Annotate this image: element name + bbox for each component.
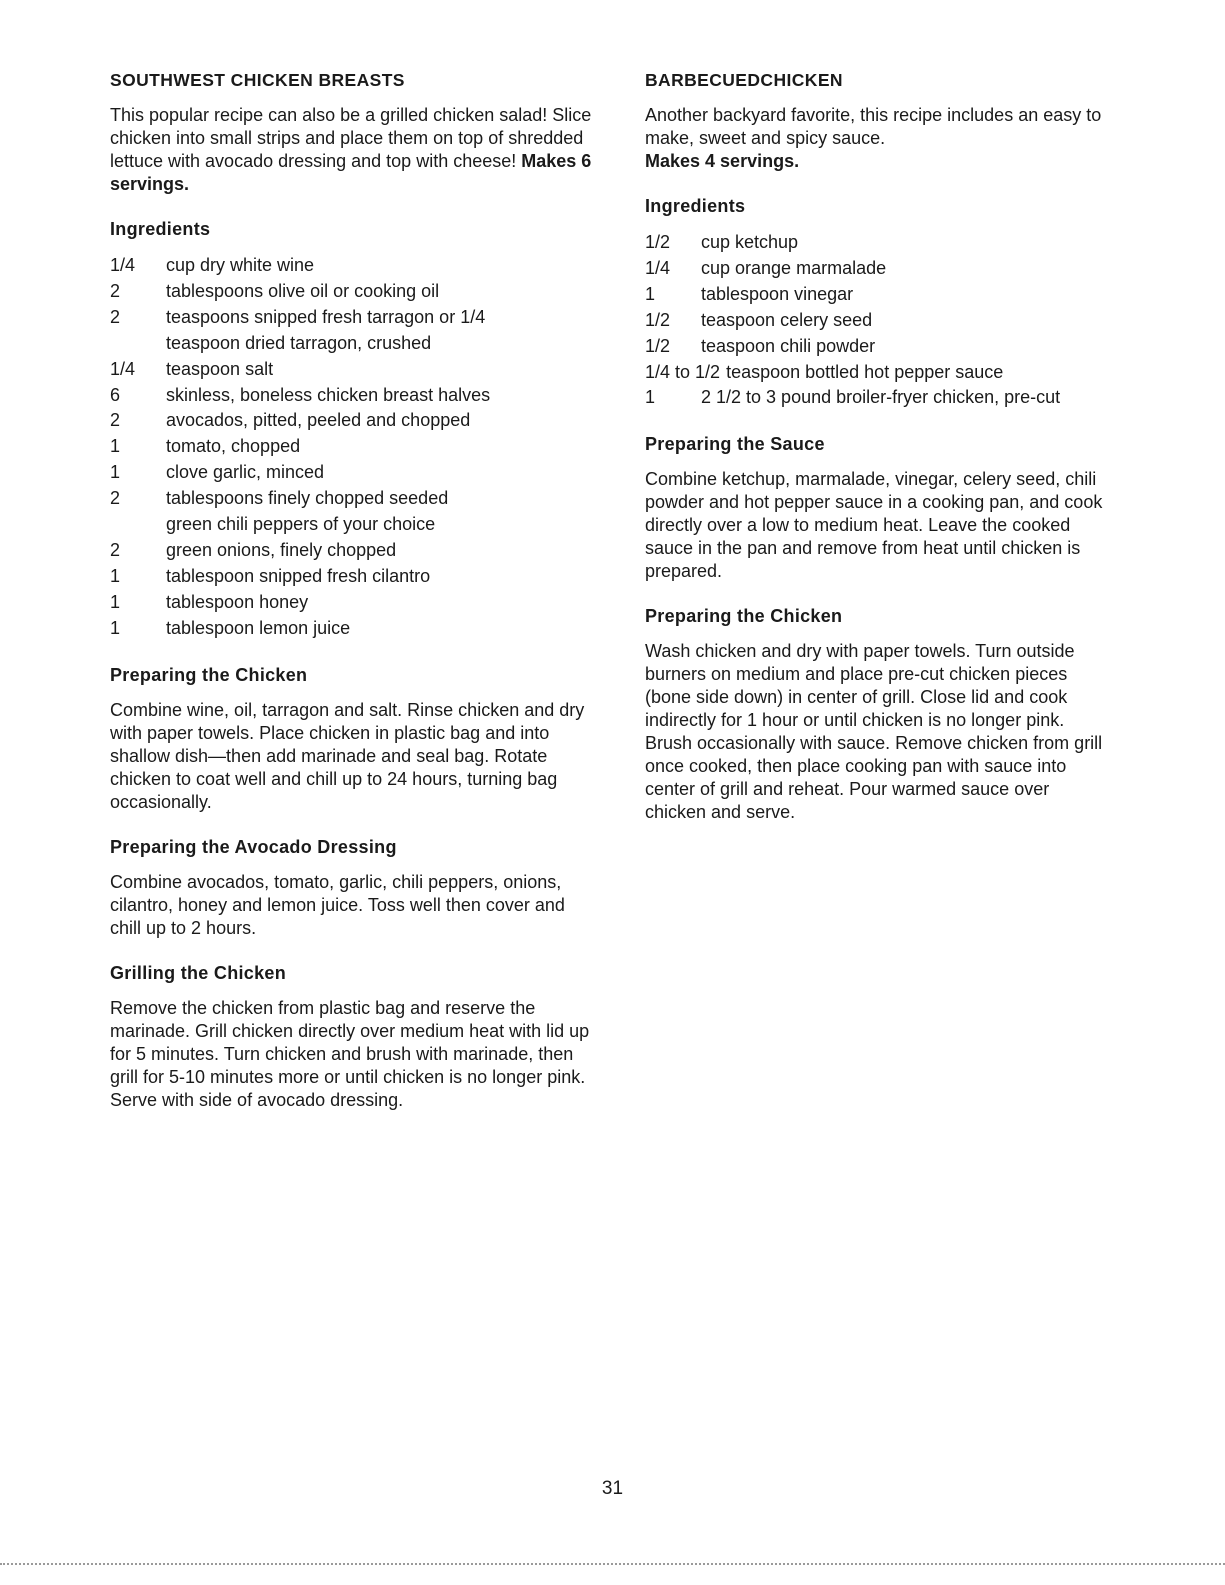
ingredient-item: [110, 305, 600, 331]
section-heading: Preparing the Chicken: [110, 664, 308, 685]
ingredient-desc: tablespoon honey: [166, 591, 309, 612]
recipe-intro: [110, 104, 600, 196]
ingredient-item: [645, 360, 1115, 386]
ingredient-item: [110, 616, 600, 642]
ingredient-item: [110, 564, 600, 590]
ingredient-qty: 1: [645, 387, 656, 408]
ingredient-item: [645, 308, 1115, 334]
barbecued-chicken-recipe: [645, 68, 1115, 824]
section-heading: Preparing the Sauce: [645, 434, 825, 455]
ingredient-item: [110, 538, 600, 564]
ingredient-item: [645, 334, 1115, 360]
ingredient-desc: teaspoon bottled hot pepper sauce: [726, 361, 1004, 382]
ingredient-desc: clove garlic, minced: [166, 462, 325, 483]
ingredient-qty: 1/2: [645, 232, 671, 252]
ingredient-desc: tablespoon snipped fresh cilantro: [166, 565, 431, 586]
ingredient-desc: tablespoon vinegar: [701, 283, 854, 304]
ingredient-item: [645, 282, 1115, 308]
ingredient-qty: 2: [110, 488, 121, 509]
recipe-title: SOUTHWEST CHICKEN BREASTS: [110, 70, 405, 90]
ingredient-desc: tablespoon lemon juice: [166, 617, 351, 638]
ingredient-qty: 1: [110, 591, 121, 612]
ingredient-item: [110, 279, 600, 305]
intro-text: This popular recipe can also be a grilled chicken salad! Slice chicken into small strips and place them on top of shredded lettuce with avocado dressing and top with cheese!: [110, 105, 592, 171]
ingredient-qty: 6: [110, 384, 121, 405]
ingredient-desc: tablespoons finely chopped seeded: [166, 488, 449, 509]
ingredient-item: [110, 331, 600, 357]
ingredient-item: [110, 383, 600, 409]
ingredient-item: [110, 486, 600, 512]
ingredient-qty: 1: [110, 436, 121, 457]
section-text: Remove the chicken from plastic bag and reserve the marinade. Grill chicken directly over medium heat with lid up for 5 minutes. Turn chicken and brush with marinade, then grill for 5-10 minutes more or until chicken is no longer pink. Serve with side of avocado dressing.: [110, 997, 590, 1110]
ingredient-desc: 2 1/2 to 3 pound broiler-fryer chicken, pre-cut: [701, 387, 1061, 408]
ingredient-qty: 1/4: [645, 257, 671, 278]
ingredient-desc: teaspoon dried tarragon, crushed: [166, 332, 432, 353]
ingredient-desc: cup dry white wine: [166, 255, 315, 275]
ingredients-heading: Ingredients: [110, 219, 211, 239]
ingredient-qty: 2: [110, 306, 121, 327]
ingredient-qty: 1/2: [645, 335, 671, 356]
recipe-intro: Another backyard favorite, this recipe includes an easy to make, sweet and spicy sauce.: [645, 105, 1102, 148]
ingredient-item: [110, 408, 600, 434]
ingredient-qty: 1/4: [110, 358, 136, 379]
ingredient-qty: [110, 331, 166, 357]
ingredient-desc: teaspoon chili powder: [701, 335, 876, 356]
ingredient-desc: tablespoons olive oil or cooking oil: [166, 280, 440, 301]
section-text: Combine wine, oil, tarragon and salt. Rinse chicken and dry with paper towels. Place chicken in plastic bag and into shallow dish—then add marinade and seal bag. Rotate chicken to coat well and chill up to 24 hours, turning bag occasionally.: [110, 699, 585, 812]
section-text: Wash chicken and dry with paper towels. Turn outside burners on medium and place pre-cut chicken pieces (bone side down) in center of grill. Close lid and cook indirectly for 1 hour or until chicken is no longer pink. Brush occasionally with sauce. Remove chicken from grill once cooked, then place cooking pan with sauce into center of grill and reheat. Pour warmed sauce over chicken and serve.: [645, 641, 1103, 823]
ingredient-desc: skinless, boneless chicken breast halves: [166, 384, 491, 405]
ingredient-qty: 1: [110, 617, 121, 638]
ingredient-desc: avocados, pitted, peeled and chopped: [166, 410, 471, 431]
bottom-divider: [0, 1563, 1225, 1565]
ingredient-desc: tomato, chopped: [166, 436, 301, 457]
ingredient-qty: 2: [110, 280, 121, 301]
section-heading: Preparing the Avocado Dressing: [110, 836, 397, 857]
ingredients-heading: Ingredients: [645, 196, 746, 216]
ingredient-desc: teaspoons snipped fresh tarragon or 1/4: [166, 306, 486, 327]
servings-text: Makes 6 servings.: [110, 151, 592, 194]
ingredient-qty: 1: [110, 462, 121, 483]
ingredients-list: [110, 253, 600, 642]
ingredient-desc: cup ketchup: [701, 232, 799, 252]
ingredient-qty: 2: [110, 410, 121, 431]
ingredient-qty: 1/4 to 1/2: [645, 361, 721, 382]
ingredient-item: [110, 590, 600, 616]
ingredient-item: [645, 385, 1115, 411]
ingredient-desc: cup orange marmalade: [701, 257, 887, 278]
page-number: 31: [601, 1478, 624, 1499]
section-text: Combine ketchup, marmalade, vinegar, celery seed, chili powder and hot pepper sauce in a cooking pan, and cook directly over a low to medium heat. Leave the cooked sauce in the pan and remove from heat until chicken is prepared.: [645, 469, 1103, 582]
ingredient-item: [110, 434, 600, 460]
ingredient-item: [645, 230, 1115, 256]
ingredient-qty: 1: [110, 565, 121, 586]
ingredient-qty: 1/4: [110, 255, 136, 275]
ingredients-list: [645, 230, 1115, 411]
ingredient-item: [110, 460, 600, 486]
ingredient-qty: 1/2: [645, 309, 671, 330]
ingredient-item: [110, 253, 600, 279]
ingredient-item: [110, 357, 600, 383]
ingredient-desc: teaspoon salt: [166, 358, 274, 379]
ingredient-desc: teaspoon celery seed: [701, 309, 873, 330]
section-heading: Grilling the Chicken: [110, 962, 287, 983]
section-heading: Preparing the Chicken: [645, 606, 843, 627]
recipe-title: BARBECUEDCHICKEN: [645, 70, 843, 90]
ingredient-desc: green chili peppers of your choice: [166, 514, 436, 535]
ingredient-item: [645, 256, 1115, 282]
ingredient-item: [110, 512, 600, 538]
ingredient-qty: [110, 512, 166, 538]
ingredient-qty: 1: [645, 283, 656, 304]
servings-text: Makes 4 servings.: [645, 151, 800, 171]
ingredient-qty: 2: [110, 539, 121, 560]
southwest-chicken-recipe: [110, 68, 600, 1112]
section-text: Combine avocados, tomato, garlic, chili peppers, onions, cilantro, honey and lemon juice. Toss well then cover and chill up to 2 hours.: [110, 871, 565, 938]
ingredient-desc: green onions, finely chopped: [166, 539, 397, 560]
